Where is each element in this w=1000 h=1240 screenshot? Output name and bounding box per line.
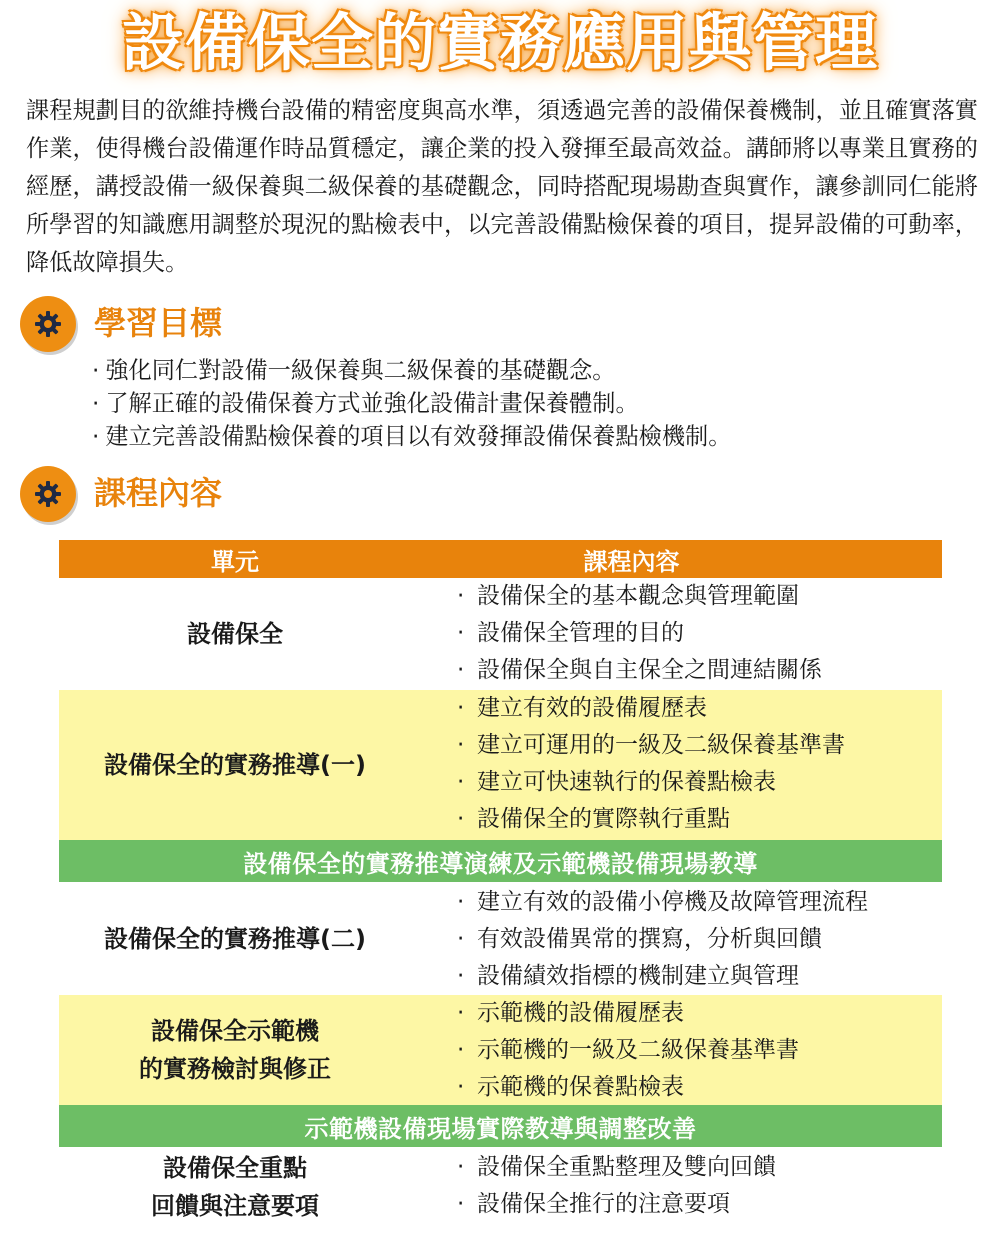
list-item: · 建立完善設備點檢保養的項目以有效發揮設備保養點檢機制。: [92, 420, 731, 453]
list-item: · 建立可運用的一級及二級保養基準書: [477, 727, 942, 764]
list-item: · 示範機的保養點檢表: [477, 1069, 942, 1106]
header-unit: 單元: [211, 547, 259, 576]
list-item: · 建立可快速執行的保養點檢表: [477, 764, 942, 801]
table-row: [59, 882, 942, 995]
unit-cell: 設備保全的實務推導(二): [104, 924, 366, 953]
unit-line: 設備保全示範機: [151, 1017, 319, 1045]
list-item: · 示範機的設備履歷表: [477, 995, 942, 1032]
course-table: [59, 540, 942, 1227]
items-cell: [411, 578, 942, 690]
unit-cell: [59, 995, 411, 1105]
list-item: · 建立有效的設備履歷表: [477, 690, 942, 727]
list-item: · 設備保全推行的注意要項: [477, 1186, 942, 1223]
goals-list: [92, 354, 731, 453]
section-content-header: [20, 466, 420, 524]
list-item: · 設備保全的基本觀念與管理範圍: [477, 578, 942, 615]
unit-line: 設備保全重點: [163, 1154, 307, 1182]
list-item: · 設備保全管理的目的: [477, 615, 942, 652]
list-item: · 建立有效的設備小停機及故障管理流程: [477, 884, 942, 921]
list-item: · 設備保全重點整理及雙向回饋: [477, 1149, 942, 1186]
unit-line: 回饋與注意要項: [151, 1192, 319, 1220]
gear-icon: [20, 466, 76, 522]
gear-icon: [20, 296, 76, 352]
list-item: · 強化同仁對設備一級保養與二級保養的基礎觀念。: [92, 354, 731, 387]
list-item: · 設備績效指標的機制建立與管理: [477, 958, 942, 995]
items-cell: [411, 690, 942, 840]
unit-line: 的實務檢討與修正: [139, 1055, 331, 1083]
list-item: · 示範機的一級及二級保養基準書: [477, 1032, 942, 1069]
page-title: 設備保全的實務應用與管理: [121, 6, 878, 79]
practice-band: 設備保全的實務推導演練及示範機設備現場教導: [59, 840, 942, 882]
section-content-title: 課程內容: [94, 474, 223, 512]
section-goals-title: 學習目標: [94, 304, 223, 342]
intro-paragraph: 課程規劃目的欲維持機台設備的精密度與高水準，須透過完善的設備保養機制，並且確實落實作業，使得機台設備運作時品質穩定，讓企業的投入發揮至最高效益。講師將以專業且實務的經歷，講授設備一級保養與二級保養的基礎觀念，同時搭配現場勘查與實作，讓參訓同仁能將所學習的知識應用調整於現況的點檢表中，以完善設備點檢保養的項目，提昇設備的可動率，降低故障損失。: [26, 97, 978, 276]
list-item: · 有效設備異常的撰寫，分析與回饋: [477, 921, 942, 958]
items-cell: [411, 995, 942, 1105]
table-row: [59, 578, 942, 690]
table-header: [59, 540, 942, 578]
header-content: 課程內容: [583, 547, 680, 576]
table-row: [59, 1147, 942, 1227]
table-row: [59, 690, 942, 840]
section-goals-header: [20, 296, 420, 354]
unit-cell: 設備保全的實務推導(一): [104, 751, 366, 779]
items-cell: [411, 882, 942, 995]
unit-cell: 設備保全: [187, 620, 283, 648]
items-cell: [411, 1147, 942, 1227]
list-item: · 設備保全與自主保全之間連結關係: [477, 652, 942, 689]
list-item: · 了解正確的設備保養方式並強化設備計畫保養體制。: [92, 387, 731, 420]
table-row: [59, 995, 942, 1105]
coaching-band: 示範機設備現場實際教導與調整改善: [59, 1105, 942, 1147]
unit-cell: [59, 1147, 411, 1227]
list-item: · 設備保全的實際執行重點: [477, 801, 942, 838]
